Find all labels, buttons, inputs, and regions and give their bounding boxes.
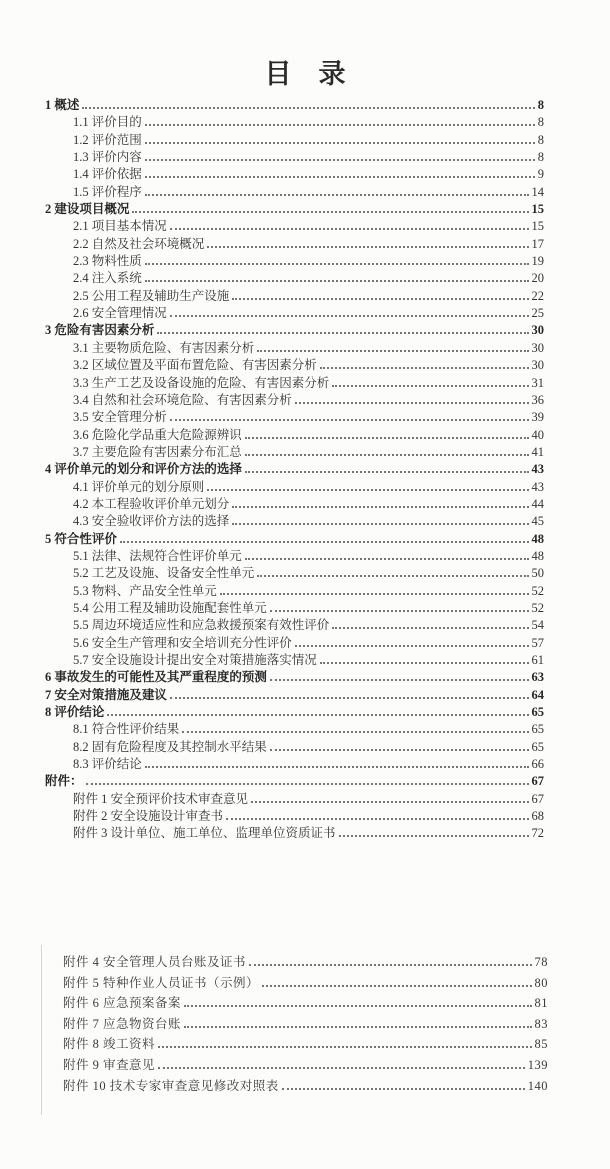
toc-entry-label: 附件 2 安全设施设计审查书	[73, 809, 224, 824]
leader-dots	[270, 610, 529, 612]
toc-entry	[45, 427, 544, 444]
toc-entry	[45, 721, 544, 738]
page-number: 25	[531, 306, 544, 321]
toc-entry	[45, 791, 544, 808]
toc-entry-label: 5.4 公用工程及辅助设施配套性单元	[73, 600, 267, 615]
toc-entry	[45, 132, 544, 149]
toc-entry	[45, 756, 544, 773]
leader-dots	[145, 263, 529, 265]
toc-entry-label: 4 评价单元的划分和评价方法的选择	[45, 462, 242, 477]
toc-entry	[45, 617, 544, 634]
page-number: 61	[531, 653, 544, 667]
toc-entry	[45, 635, 544, 652]
toc-entry	[45, 669, 544, 686]
leader-dots	[170, 228, 529, 230]
toc-entry-label: 1.2 评价范围	[73, 132, 142, 147]
toc-entry	[45, 305, 544, 322]
toc-entry-label: 3.6 危险化学品重大危险源辨识	[73, 427, 242, 442]
page-number: 20	[531, 271, 544, 286]
toc-entry	[45, 357, 544, 374]
page-number: 72	[531, 826, 544, 841]
leader-dots	[245, 454, 529, 456]
toc-entry	[45, 808, 544, 825]
page-number: 8	[537, 132, 544, 147]
toc-entry	[45, 513, 544, 530]
toc-entry-label: 8.1 符合性评价结果	[73, 722, 180, 737]
page-number: 67	[531, 791, 544, 806]
page-number: 30	[531, 358, 544, 373]
toc-entry-label: 附件 7 应急物资台账	[63, 1016, 182, 1031]
toc-entry	[45, 444, 544, 461]
page-number: 78	[534, 955, 548, 969]
leader-dots	[170, 315, 529, 317]
leader-dots	[295, 402, 529, 404]
toc-entry-label: 1.5 评价程序	[73, 184, 142, 199]
page-number: 9	[537, 167, 544, 182]
leader-dots	[257, 575, 528, 577]
page-number: 14	[531, 184, 544, 199]
page-number: 81	[534, 996, 548, 1011]
leader-dots	[270, 679, 529, 681]
leader-dots	[232, 506, 528, 508]
page-number: 57	[531, 635, 544, 650]
page-number: 48	[531, 548, 544, 563]
page-number: 39	[531, 410, 544, 425]
toc-entry	[45, 479, 544, 496]
leader-dots	[249, 964, 531, 966]
leader-dots	[157, 332, 528, 334]
toc-entry	[63, 1014, 548, 1035]
leader-dots	[232, 523, 528, 525]
leader-dots	[170, 419, 529, 421]
toc-entry-label: 附件 8 竣工资料	[63, 1037, 156, 1052]
toc-entry	[45, 166, 544, 183]
toc-entry	[45, 114, 544, 131]
toc-appendix-list	[63, 952, 548, 1096]
leader-dots	[332, 385, 528, 387]
toc-entry	[45, 218, 544, 235]
toc-entry-label: 3.2 区域位置及平面布置危险、有害因素分析	[73, 358, 317, 373]
leader-dots	[270, 749, 529, 751]
leader-dots	[145, 142, 535, 144]
toc-entry	[45, 739, 544, 756]
toc-entry-label: 8.2 固有危险程度及其控制水平结果	[73, 739, 267, 754]
leader-dots	[145, 766, 529, 768]
toc-entry-label: 4.3 安全验收评价方法的选择	[73, 514, 230, 529]
leader-dots	[184, 1026, 531, 1028]
toc-entry-label: 2.4 注入系统	[73, 271, 142, 286]
page-number: 19	[531, 254, 544, 269]
leader-dots	[86, 783, 529, 785]
leader-dots	[320, 367, 529, 369]
page-number: 30	[531, 340, 544, 355]
toc-entry	[45, 201, 544, 218]
page-number: 48	[531, 531, 544, 546]
toc-entry-label: 2.6 安全管理情况	[73, 306, 167, 321]
page-number: 80	[534, 975, 548, 990]
toc-entry-label: 3.1 主要物质危险、有害因素分析	[73, 340, 255, 355]
toc-entry	[45, 583, 544, 600]
page-number: 43	[531, 479, 544, 494]
page-number: 43	[531, 462, 544, 477]
toc-entry-label: 5.7 安全设施设计提出安全对策措施落实情况	[73, 653, 317, 667]
page-number: 85	[534, 1037, 548, 1052]
leader-dots	[145, 280, 529, 282]
toc-entry-label: 5.6 安全生产管理和安全培训充分性评价	[73, 635, 292, 650]
toc-entry-label: 3.5 安全管理分析	[73, 410, 167, 425]
page-number: 65	[531, 722, 544, 737]
toc-entry-label: 2.1 项目基本情况	[73, 219, 167, 234]
scan-artifact-vertical-line	[41, 945, 42, 1115]
leader-dots	[120, 541, 529, 543]
toc-entry-label: 6 事故发生的可能性及其严重程度的预测	[45, 670, 267, 685]
toc-entry-label: 1.1 评价目的	[73, 115, 142, 130]
toc-entry-label: 3.7 主要危险有害因素分布汇总	[73, 444, 242, 459]
toc-entry	[45, 652, 544, 669]
toc-entry-label: 1.3 评价内容	[73, 150, 142, 165]
page-number: 52	[531, 583, 544, 598]
toc-entry-label: 1 概述	[45, 98, 80, 112]
page-number: 8	[537, 150, 544, 165]
page-number: 67	[531, 774, 544, 789]
toc-entry	[45, 270, 544, 287]
leader-dots	[145, 194, 529, 196]
page-number: 22	[531, 288, 544, 303]
page-number: 83	[534, 1016, 548, 1031]
page-number: 66	[531, 757, 544, 772]
leader-dots	[251, 801, 528, 803]
page-number: 54	[531, 618, 544, 633]
leader-dots	[132, 211, 528, 213]
toc-entry-label: 附件 10 技术专家审查意见修改对照表	[63, 1078, 279, 1093]
page-number: 68	[531, 809, 544, 824]
page-number: 17	[531, 236, 544, 251]
toc-entry-label: 5 符合性评价	[45, 531, 117, 546]
toc-entry-label: 7 安全对策措施及建议	[45, 687, 167, 702]
page-number: 30	[531, 323, 544, 338]
toc-entry	[45, 288, 544, 305]
leader-dots	[184, 1005, 531, 1007]
leader-dots	[82, 107, 534, 109]
page-number: 44	[531, 496, 544, 511]
toc-entry	[45, 496, 544, 513]
toc-entry	[45, 340, 544, 357]
leader-dots	[207, 489, 528, 491]
leader-dots	[282, 1088, 525, 1090]
page-number: 36	[531, 392, 544, 407]
toc-entry-label: 4.1 评价单元的划分原则	[73, 479, 205, 494]
leader-dots	[226, 818, 528, 820]
page-number: 45	[531, 514, 544, 529]
toc-entry-label: 2 建设项目概况	[45, 202, 130, 217]
toc-entry-label: 附件：	[45, 774, 83, 789]
toc-entry	[63, 973, 548, 994]
toc-entry	[63, 952, 548, 973]
page-number: 65	[531, 705, 544, 720]
toc-entry	[45, 773, 544, 790]
toc-entry	[45, 531, 544, 548]
toc-entry	[45, 392, 544, 409]
leader-dots	[257, 350, 528, 352]
leader-dots	[145, 159, 535, 161]
toc-entry	[45, 253, 544, 270]
page-number: 63	[531, 670, 544, 685]
page-number: 65	[531, 739, 544, 754]
toc-entry-label: 8 评价结论	[45, 705, 105, 720]
toc-entry-label: 5.1 法律、法规符合性评价单元	[73, 548, 242, 563]
toc-entry-label: 2.5 公用工程及辅助生产设施	[73, 288, 230, 303]
toc-entry	[45, 97, 544, 114]
toc-entry	[45, 149, 544, 166]
page-number: 15	[531, 202, 544, 217]
toc-entry-label: 5.3 物料、产品安全性单元	[73, 583, 217, 598]
toc-entry-label: 附件 5 特种作业人员证书（示例）	[63, 975, 260, 990]
toc-entry-label: 附件 3 设计单位、施工单位、监理单位资质证书	[73, 826, 336, 841]
leader-dots	[332, 627, 528, 629]
toc-entry	[45, 236, 544, 253]
toc-entry-label: 3.4 自然和社会环境危险、有害因素分析	[73, 392, 292, 407]
toc-main-list	[45, 97, 544, 843]
leader-dots	[107, 714, 528, 716]
leader-dots	[207, 246, 528, 248]
leader-dots	[245, 437, 529, 439]
toc-entry-label: 5.5 周边环境适应性和应急救援预案有效性评价	[73, 618, 330, 633]
leader-dots	[245, 558, 529, 560]
page-number: 52	[531, 600, 544, 615]
leader-dots	[182, 731, 528, 733]
page-title: 目 录	[264, 59, 346, 89]
toc-entry	[63, 1055, 548, 1076]
toc-entry-label: 5.2 工艺及设施、设备安全性单元	[73, 566, 255, 581]
toc-entry-label: 3.3 生产工艺及设备设施的危险、有害因素分析	[73, 375, 330, 390]
toc-entry	[45, 548, 544, 565]
leader-dots	[145, 124, 535, 126]
leader-dots	[145, 176, 535, 178]
toc-entry-label: 1.4 评价依据	[73, 167, 142, 182]
toc-entry	[45, 687, 544, 704]
toc-entry	[63, 1076, 548, 1097]
leader-dots	[158, 1046, 531, 1048]
toc-entry-label: 附件 1 安全预评价技术审查意见	[73, 791, 249, 806]
toc-entry-label: 8.3 评价结论	[73, 757, 142, 772]
toc-entry	[45, 375, 544, 392]
toc-entry-label: 附件 9 审查意见	[63, 1057, 156, 1072]
toc-entry-label: 2.3 物料性质	[73, 254, 142, 269]
toc-entry	[45, 461, 544, 478]
toc-entry-label: 附件 4 安全管理人员台账及证书	[63, 955, 247, 969]
toc-entry-label: 附件 6 应急预案备案	[63, 996, 182, 1011]
page-number: 41	[531, 444, 544, 459]
page-number: 64	[531, 687, 544, 702]
toc-entry	[63, 993, 548, 1014]
leader-dots	[170, 697, 529, 699]
page-number: 15	[531, 219, 544, 234]
toc-entry-label: 4.2 本工程验收评价单元划分	[73, 496, 230, 511]
toc-entry	[45, 704, 544, 721]
toc-entry	[45, 600, 544, 617]
leader-dots	[339, 835, 529, 837]
toc-entry	[45, 322, 544, 339]
page-number: 8	[537, 98, 544, 112]
leader-dots	[232, 298, 528, 300]
page-number: 50	[531, 566, 544, 581]
leader-dots	[158, 1067, 525, 1069]
toc-entry	[45, 184, 544, 201]
leader-dots	[320, 662, 529, 664]
leader-dots	[295, 645, 529, 647]
toc-entry	[45, 565, 544, 582]
toc-entry	[45, 409, 544, 426]
page-number: 139	[527, 1057, 548, 1072]
page-number: 140	[527, 1078, 548, 1093]
page-number: 31	[531, 375, 544, 390]
leader-dots	[245, 471, 529, 473]
leader-dots	[220, 593, 529, 595]
page-number: 40	[531, 427, 544, 442]
toc-entry	[45, 825, 544, 842]
page-number: 8	[537, 115, 544, 130]
leader-dots	[262, 985, 531, 987]
toc-entry-label: 2.2 自然及社会环境概况	[73, 236, 205, 251]
toc-entry-label: 3 危险有害因素分析	[45, 323, 155, 338]
toc-entry	[63, 1034, 548, 1055]
